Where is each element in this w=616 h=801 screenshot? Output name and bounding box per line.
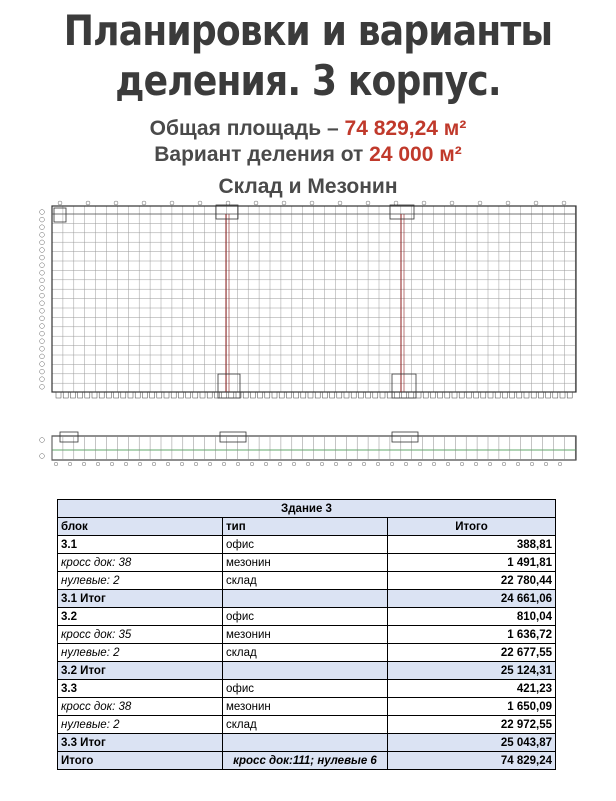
axis-marker bbox=[40, 286, 45, 291]
dock-door bbox=[344, 392, 349, 398]
axis-marker bbox=[432, 462, 436, 466]
axis-marker bbox=[208, 462, 212, 466]
axis-marker bbox=[502, 462, 506, 466]
area-table-body bbox=[58, 500, 556, 770]
cell-block: кросс док: 38 bbox=[58, 554, 223, 572]
dock-door bbox=[423, 392, 428, 398]
cell-total: 25 043,87 bbox=[388, 734, 556, 752]
axis-marker bbox=[558, 462, 562, 466]
cell-block: 3.2 bbox=[58, 608, 223, 626]
col-header-type: тип bbox=[223, 518, 388, 536]
dock-door bbox=[488, 392, 493, 398]
axis-marker bbox=[54, 462, 58, 466]
cell-block: кросс док: 35 bbox=[58, 626, 223, 644]
axis-marker bbox=[390, 462, 394, 466]
cell-type: офис bbox=[223, 608, 388, 626]
dock-door bbox=[524, 392, 529, 398]
cell-total: 1 491,81 bbox=[388, 554, 556, 572]
dock-door bbox=[56, 392, 61, 398]
cell-type bbox=[223, 734, 388, 752]
dock-door bbox=[150, 392, 155, 398]
dock-door bbox=[510, 392, 515, 398]
axis-marker bbox=[418, 462, 422, 466]
cell-type: мезонин bbox=[223, 626, 388, 644]
axis-marker bbox=[282, 201, 286, 205]
dock-door bbox=[114, 392, 119, 398]
dock-door bbox=[416, 392, 421, 398]
dock-door bbox=[502, 392, 507, 398]
dock-door bbox=[517, 392, 522, 398]
dock-door bbox=[250, 392, 255, 398]
dock-door bbox=[538, 392, 543, 398]
axis-marker bbox=[40, 339, 45, 344]
axis-marker bbox=[86, 201, 90, 205]
cell-type: склад bbox=[223, 644, 388, 662]
dock-door bbox=[186, 392, 191, 398]
dock-door bbox=[315, 392, 320, 398]
dock-door bbox=[272, 392, 277, 398]
dock-door bbox=[366, 392, 371, 398]
dock-door bbox=[222, 392, 227, 398]
dock-door bbox=[394, 392, 399, 398]
axis-marker bbox=[40, 270, 45, 275]
axis-marker bbox=[254, 201, 258, 205]
cell-block: нулевые: 2 bbox=[58, 644, 223, 662]
cell-block: нулевые: 2 bbox=[58, 572, 223, 590]
axis-marker bbox=[124, 462, 128, 466]
axis-marker bbox=[142, 201, 146, 205]
dock-door bbox=[243, 392, 248, 398]
dock-door bbox=[128, 392, 133, 398]
axis-marker bbox=[166, 462, 170, 466]
mezzanine-core-1 bbox=[220, 432, 246, 442]
dock-door bbox=[560, 392, 565, 398]
cell-total: 810,04 bbox=[388, 608, 556, 626]
subtotal-row bbox=[58, 734, 556, 752]
axis-marker bbox=[40, 454, 45, 459]
axis-marker bbox=[422, 201, 426, 205]
axis-marker bbox=[40, 362, 45, 367]
dock-door bbox=[373, 392, 378, 398]
axis-marker bbox=[40, 293, 45, 298]
cell-type bbox=[223, 590, 388, 608]
table-row bbox=[58, 680, 556, 698]
dock-door bbox=[178, 392, 183, 398]
axis-marker bbox=[506, 201, 510, 205]
division-label: Вариант деления от bbox=[154, 143, 364, 166]
cell-total: 22 677,55 bbox=[388, 644, 556, 662]
dock-door bbox=[70, 392, 75, 398]
axis-marker bbox=[460, 462, 464, 466]
mezzanine-core-2 bbox=[392, 432, 418, 442]
dock-door bbox=[380, 392, 385, 398]
axis-marker bbox=[58, 201, 62, 205]
dock-door bbox=[358, 392, 363, 398]
table-row bbox=[58, 698, 556, 716]
dock-door bbox=[445, 392, 450, 398]
cell-type bbox=[223, 662, 388, 680]
plan-caption: Склад и Мезонин bbox=[218, 175, 398, 198]
col-header-total: Итого bbox=[388, 518, 556, 536]
axis-marker bbox=[348, 462, 352, 466]
cell-total: 22 972,55 bbox=[388, 716, 556, 734]
dock-door bbox=[466, 392, 471, 398]
mezzanine-outline bbox=[52, 436, 576, 460]
axis-marker bbox=[40, 210, 45, 215]
axis-marker bbox=[474, 462, 478, 466]
cell-block: 3.2 Итог bbox=[58, 662, 223, 680]
page-title bbox=[43, 6, 573, 106]
dock-door bbox=[193, 392, 198, 398]
dock-door bbox=[85, 392, 90, 398]
dock-door bbox=[430, 392, 435, 398]
cell-total: 25 124,31 bbox=[388, 662, 556, 680]
dock-door bbox=[229, 392, 234, 398]
axis-marker bbox=[250, 462, 254, 466]
dock-door bbox=[531, 392, 536, 398]
stair-core-2 bbox=[390, 205, 414, 219]
dock-door bbox=[258, 392, 263, 398]
dock-door bbox=[214, 392, 219, 398]
axis-marker bbox=[488, 462, 492, 466]
axis-marker bbox=[114, 201, 118, 205]
table-row bbox=[58, 716, 556, 734]
cell-type: кросс док:111; нулевые 6 bbox=[223, 752, 388, 770]
cell-block: 3.3 bbox=[58, 680, 223, 698]
table-row bbox=[58, 644, 556, 662]
axis-marker bbox=[40, 255, 45, 260]
cell-type: мезонин bbox=[223, 554, 388, 572]
dock-door bbox=[337, 392, 342, 398]
warehouse-grid bbox=[52, 206, 576, 392]
axis-marker bbox=[236, 462, 240, 466]
axis-marker bbox=[446, 462, 450, 466]
dock-door bbox=[452, 392, 457, 398]
cell-total: 74 829,24 bbox=[388, 752, 556, 770]
axis-marker bbox=[320, 462, 324, 466]
cell-type: склад bbox=[223, 716, 388, 734]
axis-marker bbox=[310, 201, 314, 205]
axis-marker bbox=[562, 201, 566, 205]
dock-door bbox=[286, 392, 291, 398]
dock-door bbox=[308, 392, 313, 398]
axis-marker bbox=[40, 217, 45, 222]
dock-door bbox=[409, 392, 414, 398]
axis-marker bbox=[534, 201, 538, 205]
division-value: 24 000 м² bbox=[369, 143, 462, 166]
axis-marker bbox=[40, 346, 45, 351]
dock-door bbox=[135, 392, 140, 398]
dock-door bbox=[294, 392, 299, 398]
table-row bbox=[58, 536, 556, 554]
dock-door bbox=[553, 392, 558, 398]
table-row bbox=[58, 554, 556, 572]
table-title-row bbox=[58, 500, 556, 518]
axis-marker bbox=[194, 462, 198, 466]
axis-marker bbox=[530, 462, 534, 466]
axis-marker bbox=[450, 201, 454, 205]
axis-marker bbox=[40, 263, 45, 268]
axis-marker bbox=[40, 316, 45, 321]
axis-marker bbox=[362, 462, 366, 466]
axis-marker bbox=[68, 462, 72, 466]
axis-marker bbox=[292, 462, 296, 466]
axis-marker bbox=[40, 354, 45, 359]
cell-type: склад bbox=[223, 572, 388, 590]
floor-plan-drawing bbox=[30, 200, 586, 468]
cell-type: офис bbox=[223, 536, 388, 554]
cell-total: 421,23 bbox=[388, 680, 556, 698]
dock-door bbox=[171, 392, 176, 398]
dock-door bbox=[387, 392, 392, 398]
dock-door bbox=[481, 392, 486, 398]
dock-door bbox=[330, 392, 335, 398]
axis-marker bbox=[96, 462, 100, 466]
dock-door bbox=[106, 392, 111, 398]
dock-door bbox=[164, 392, 169, 398]
axis-marker bbox=[264, 462, 268, 466]
mezzanine-plan bbox=[40, 432, 576, 466]
dock-doors bbox=[56, 392, 572, 398]
subtotal-row bbox=[58, 590, 556, 608]
dock-door bbox=[279, 392, 284, 398]
cell-total: 1 636,72 bbox=[388, 626, 556, 644]
axis-marker bbox=[110, 462, 114, 466]
axis-marker bbox=[334, 462, 338, 466]
dock-door bbox=[474, 392, 479, 398]
axis-marker bbox=[40, 369, 45, 374]
axis-marker bbox=[278, 462, 282, 466]
dock-door bbox=[99, 392, 104, 398]
cell-block: кросс док: 38 bbox=[58, 698, 223, 716]
dock-door bbox=[351, 392, 356, 398]
axis-marker bbox=[338, 201, 342, 205]
axis-marker bbox=[40, 308, 45, 313]
axis-marker bbox=[40, 438, 45, 443]
axis-marker bbox=[170, 201, 174, 205]
cell-block: 3.1 Итог bbox=[58, 590, 223, 608]
cell-block: 3.1 bbox=[58, 536, 223, 554]
col-header-block: блок bbox=[58, 518, 223, 536]
cell-type: офис bbox=[223, 680, 388, 698]
axis-marker bbox=[478, 201, 482, 205]
dock-door bbox=[78, 392, 83, 398]
dock-door bbox=[142, 392, 147, 398]
subtotal-row bbox=[58, 662, 556, 680]
cell-total: 22 780,44 bbox=[388, 572, 556, 590]
axis-marker bbox=[404, 462, 408, 466]
total-area-line bbox=[0, 116, 616, 142]
dock-door bbox=[207, 392, 212, 398]
table-title: Здание 3 bbox=[58, 500, 556, 518]
table-row bbox=[58, 608, 556, 626]
grand-total-row bbox=[58, 752, 556, 770]
axis-marker bbox=[40, 324, 45, 329]
axis-marker bbox=[366, 201, 370, 205]
area-table bbox=[57, 499, 556, 770]
table-row bbox=[58, 572, 556, 590]
dock-door bbox=[546, 392, 551, 398]
dock-door bbox=[301, 392, 306, 398]
axis-marker bbox=[306, 462, 310, 466]
page-title-line1: Планировки и варианты bbox=[63, 6, 553, 55]
table-row bbox=[58, 626, 556, 644]
axis-marker bbox=[138, 462, 142, 466]
stair-core-1 bbox=[216, 205, 238, 219]
cell-block: Итого bbox=[58, 752, 223, 770]
dock-door bbox=[92, 392, 97, 398]
cell-total: 1 650,09 bbox=[388, 698, 556, 716]
axis-marker bbox=[40, 331, 45, 336]
stair-core-left bbox=[54, 208, 66, 222]
axis-marker bbox=[376, 462, 380, 466]
warehouse-plan bbox=[40, 201, 576, 398]
axis-marker bbox=[40, 377, 45, 382]
axis-marker bbox=[40, 301, 45, 306]
axis-marker bbox=[40, 232, 45, 237]
cell-block: нулевые: 2 bbox=[58, 716, 223, 734]
axis-marker bbox=[226, 201, 230, 205]
axis-marker bbox=[40, 278, 45, 283]
table-header-row bbox=[58, 518, 556, 536]
axis-marker bbox=[198, 201, 202, 205]
dock-door bbox=[459, 392, 464, 398]
dock-door bbox=[121, 392, 126, 398]
cell-block: 3.3 Итог bbox=[58, 734, 223, 752]
axis-marker bbox=[82, 462, 86, 466]
axis-marker bbox=[152, 462, 156, 466]
mezzanine-grid bbox=[40, 436, 576, 466]
axis-marker bbox=[544, 462, 548, 466]
axis-marker bbox=[40, 225, 45, 230]
dock-door bbox=[495, 392, 500, 398]
axis-marker bbox=[516, 462, 520, 466]
dock-door bbox=[438, 392, 443, 398]
axis-marker bbox=[40, 384, 45, 389]
axis-marker bbox=[394, 201, 398, 205]
cell-type: мезонин bbox=[223, 698, 388, 716]
page-title-line2: деления. 3 корпус. bbox=[115, 56, 501, 105]
warehouse-outline bbox=[52, 206, 576, 392]
cell-total: 24 661,06 bbox=[388, 590, 556, 608]
cell-total: 388,81 bbox=[388, 536, 556, 554]
axis-marker bbox=[40, 240, 45, 245]
dock-door bbox=[402, 392, 407, 398]
dock-door bbox=[157, 392, 162, 398]
total-area-value: 74 829,24 м² bbox=[344, 117, 467, 140]
dock-door bbox=[63, 392, 68, 398]
axis-marker bbox=[40, 248, 45, 253]
dock-door bbox=[567, 392, 572, 398]
dock-door bbox=[265, 392, 270, 398]
dock-door bbox=[322, 392, 327, 398]
axis-marker bbox=[222, 462, 226, 466]
dock-door bbox=[200, 392, 205, 398]
division-line bbox=[0, 142, 616, 168]
total-area-label: Общая площадь – bbox=[149, 117, 339, 140]
axis-marker bbox=[180, 462, 184, 466]
